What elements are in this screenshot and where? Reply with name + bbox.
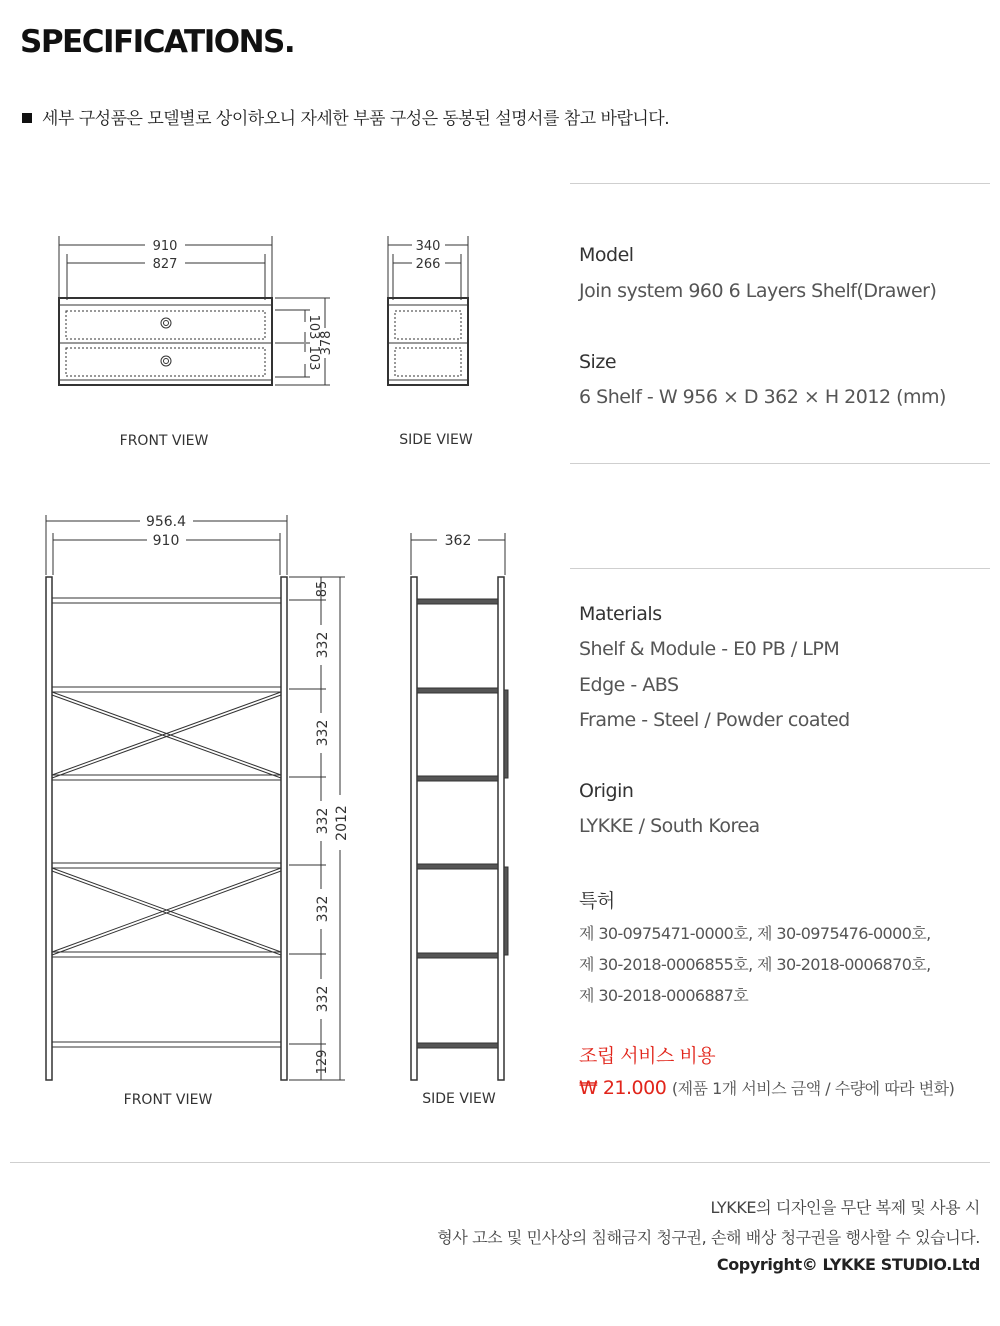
- shelf-front-view-label: FRONT VIEW: [123, 1092, 213, 1108]
- assembly-note: (제품 1개 서비스 금액 / 수량에 따라 변화): [671, 1079, 955, 1098]
- divider-footer: [10, 1162, 990, 1163]
- dim-total-height: 2012: [334, 805, 350, 841]
- divider-mid: [570, 463, 990, 464]
- size-value: 6 Shelf - W 956 × D 362 × H 2012 (mm): [579, 386, 946, 408]
- dim-top-gap: 85: [315, 580, 330, 598]
- square-bullet-icon: [22, 113, 32, 123]
- dim-drawer-total: 378: [319, 330, 334, 356]
- footer-line-2: 형사 고소 및 민사상의 침해금지 청구권, 손해 배상 청구권을 행사할 수 있습니다.: [437, 1228, 980, 1247]
- dim-shelf-width-outer: 956.4: [145, 514, 187, 530]
- dim-gap-4: 332: [315, 895, 331, 923]
- page-title: SPECIFICATIONS.: [20, 24, 295, 60]
- divider-top: [570, 183, 990, 184]
- materials-heading: Materials: [579, 603, 662, 625]
- materials-item-edge: Edge - ABS: [579, 674, 679, 696]
- drawer-front-view-label: FRONT VIEW: [119, 433, 209, 449]
- dim-shelf-width-inner: 910: [152, 533, 180, 549]
- model-heading: Model: [579, 244, 634, 266]
- model-value: Join system 960 6 Layers Shelf(Drawer): [579, 280, 937, 302]
- assembly-heading: 조립 서비스 비용: [579, 1045, 716, 1067]
- dim-shelf-depth: 362: [444, 533, 472, 549]
- dim-side-outer: 340: [415, 239, 441, 254]
- dim-drawer-b: 103: [306, 345, 321, 371]
- dim-gap-5: 332: [315, 985, 331, 1013]
- assembly-price-row: [579, 1076, 954, 1099]
- materials-item-shelf: Shelf & Module - E0 PB / LPM: [579, 638, 840, 660]
- patent-line-3: 제 30-2018-0006887호: [579, 986, 749, 1005]
- dim-drawer-a: 103: [306, 314, 321, 340]
- drawer-side-view-label: SIDE VIEW: [399, 432, 473, 448]
- dim-gap-3: 332: [315, 807, 331, 835]
- patent-line-1: 제 30-0975471-0000호, 제 30-0975476-0000호,: [579, 924, 931, 943]
- dim-gap-2: 332: [315, 719, 331, 747]
- origin-value: LYKKE / South Korea: [579, 815, 760, 837]
- dim-front-outer: 910: [152, 239, 178, 254]
- shelf-side-view-label: SIDE VIEW: [422, 1091, 496, 1107]
- shelf-drawing: [0, 505, 540, 1115]
- notice-text: [22, 104, 669, 129]
- drawer-drawing: [0, 230, 520, 460]
- patent-line-2: 제 30-2018-0006855호, 제 30-2018-0006870호,: [579, 955, 931, 974]
- notice-label: 세부 구성품은 모델별로 상이하오니 자세한 부품 구성은 동봉된 설명서를 참고 바랍니다.: [42, 109, 670, 129]
- dim-gap-1: 332: [315, 631, 331, 659]
- divider-materials: [570, 568, 990, 569]
- assembly-price: ₩ 21.000: [579, 1077, 667, 1099]
- dim-bottom-gap: 129: [315, 1049, 330, 1075]
- dim-front-inner: 827: [152, 257, 178, 272]
- origin-heading: Origin: [579, 780, 634, 802]
- footer-copyright: Copyright© LYKKE STUDIO.Ltd: [716, 1255, 980, 1274]
- footer-line-1: LYKKE의 디자인을 무단 복제 및 사용 시: [710, 1198, 980, 1217]
- materials-item-frame: Frame - Steel / Powder coated: [579, 709, 850, 731]
- dim-side-inner: 266: [415, 257, 441, 272]
- patent-heading: 특허: [579, 890, 615, 912]
- size-heading: Size: [579, 351, 617, 373]
